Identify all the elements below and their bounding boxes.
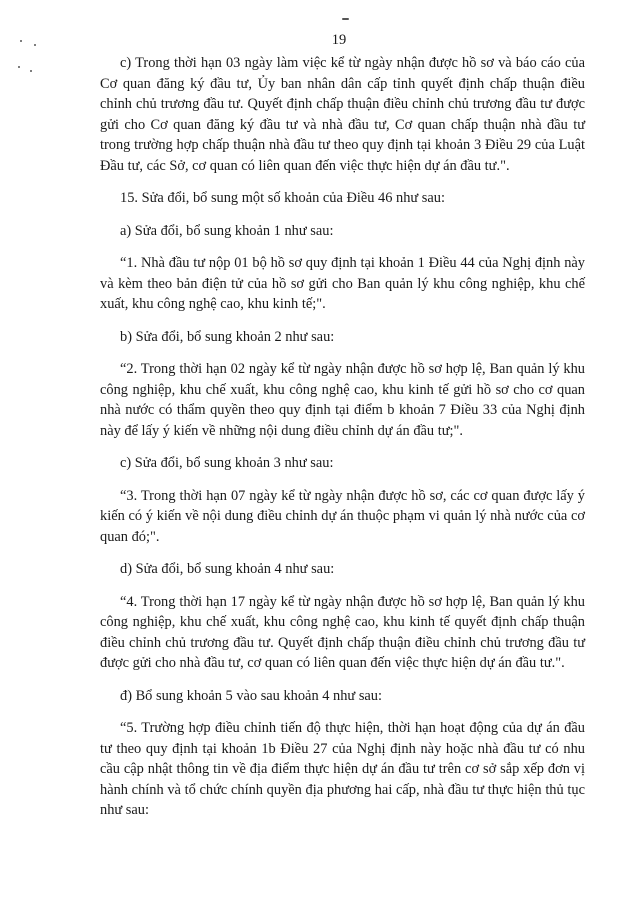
paragraph-item-15: 15. Sửa đổi, bổ sung một số khoản của Điều 46 như sau: xyxy=(120,190,445,206)
paragraph-d-heading: d) Sửa đổi, bổ sung khoản 4 như sau: xyxy=(120,561,335,577)
scan-speck xyxy=(18,66,20,68)
page-number: 19 xyxy=(331,32,347,48)
paragraph-clause-1: “1. Nhà đầu tư nộp 01 bộ hồ sơ quy định tại khoản 1 Điều 44 của Nghị định này và kèm theo bản điện tử của hồ sơ gửi cho Ban quản lý khu công nghiệp, khu chế xuất, khu công nghệ cao, khu kinh tế;". xyxy=(100,255,585,312)
paragraph-clause-4: “4. Trong thời hạn 17 ngày kể từ ngày nhận được hồ sơ hợp lệ, Ban quản lý khu công nghiệp, khu chế xuất, khu công nghệ cao, khu kinh tế quyết định chấp thuận điều chỉnh chủ trương đầu tư. Quyết định chấp thuận điều chỉnh chủ trương đầu tư được gửi cho nhà đầu tư, cơ quan có liên quan đến việc thực hiện dự án đầu tư.". xyxy=(100,593,585,671)
paragraph-clause-2: “2. Trong thời hạn 02 ngày kể từ ngày nhận được hồ sơ hợp lệ, Ban quản lý khu công nghiệp, khu chế xuất, khu công nghệ cao, khu kinh tế gửi hồ sơ cho cơ quan nhà nước có thẩm quyền theo quy định tại điểm b khoản 7 Điều 33 của Nghị định này để lấy ý kiến về những nội dung điều chỉnh dự án đầu tư;". xyxy=(100,361,585,439)
paragraph-a-heading: a) Sửa đổi, bổ sung khoản 1 như sau: xyxy=(120,222,334,239)
paragraph-c-heading: c) Sửa đổi, bổ sung khoản 3 như sau: xyxy=(120,455,334,471)
scan-speck xyxy=(342,18,349,20)
paragraph-dd-heading: đ) Bổ sung khoản 5 vào sau khoản 4 như sau: xyxy=(120,687,383,704)
paragraph-clause-5: “5. Trường hợp điều chỉnh tiến độ thực hiện, thời hạn hoạt động của dự án đầu tư theo quy định tại khoản 1b Điều 27 của Nghị định này hoặc nhà đầu tư có nhu cầu cập nhật thông tin về địa điểm thực hiện dự án đầu tư trên cơ sở sắp xếp đơn vị hành chính và tổ chức chính quyền địa phương hai cấp, nhà đầu tư thực hiện thủ tục như sau: xyxy=(100,720,585,818)
scan-speck xyxy=(30,70,32,72)
paragraph-clause-3: “3. Trong thời hạn 07 ngày kể từ ngày nhận được hồ sơ, các cơ quan được lấy ý kiến có ý kiến về nội dung điều chỉnh dự án thuộc phạm vi quản lý nhà nước của cơ quan đó;". xyxy=(100,487,585,545)
document-body xyxy=(100,53,585,821)
paragraph-b-heading: b) Sửa đổi, bổ sung khoản 2 như sau: xyxy=(120,328,335,345)
paragraph-c-clause: c) Trong thời hạn 03 ngày làm việc kể từ ngày nhận được hồ sơ và báo cáo của Cơ quan đăng ký đầu tư, Ủy ban nhân dân cấp tỉnh quyết định chấp thuận điều chỉnh chủ trương đầu tư. Quyết định chấp thuận điều chỉnh chủ trương đầu tư được gửi cho Cơ quan đăng ký đầu tư và nhà đầu tư, Cơ quan chấp thuận nhà đầu tư trong trường hợp chấp thuận nhà đầu tư theo quy định tại khoản 3 Điều 29 của Luật Đầu tư, các Sở, cơ quan có liên quan đến việc thực hiện dự án đầu tư.". xyxy=(100,55,585,174)
